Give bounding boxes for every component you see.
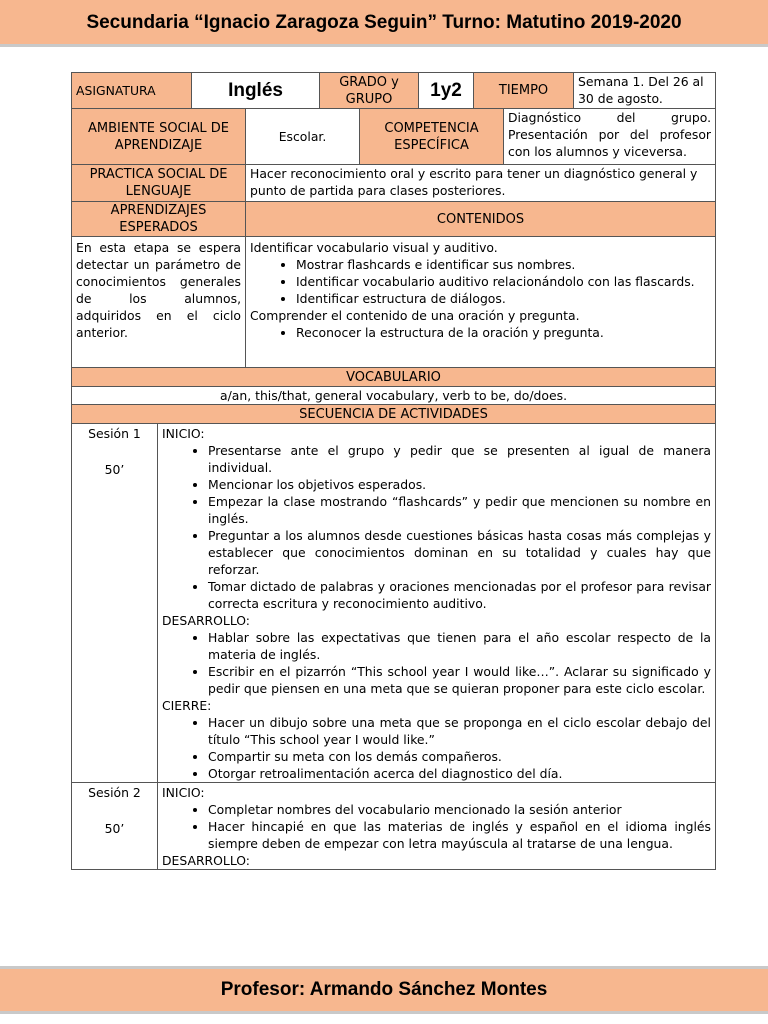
secuencia-label: SECUENCIA DE ACTIVIDADES bbox=[72, 405, 716, 424]
list-item: • Escribir en el pizarrón “This school year I would like…”. Aclarar su significado y pedir que piensen en una meta que se quieran proponer para este ciclo escolar. bbox=[208, 663, 711, 697]
list-item: • Otorgar retroalimentación acerca del diagnostico del día. bbox=[208, 765, 711, 782]
grado-value: 1y2 bbox=[419, 73, 474, 109]
teacher-name: Profesor: Armando Sánchez Montes bbox=[220, 979, 548, 1000]
inicio-list bbox=[162, 442, 711, 612]
row-secuencia-label bbox=[72, 405, 716, 424]
desarrollo-list bbox=[162, 629, 711, 697]
document-title: Secundaria “Ignacio Zaragoza Seguin” Turno: Matutino 2019-2020 bbox=[86, 12, 682, 33]
cierre-list bbox=[162, 714, 711, 782]
row-asignatura bbox=[72, 73, 716, 109]
competencia-label: COMPETENCIA ESPECÍFICA bbox=[360, 109, 504, 165]
vocabulario-value: a/an, this/that, general vocabulary, verb to be, do/does. bbox=[72, 387, 716, 405]
grado-label: GRADO y GRUPO bbox=[320, 73, 419, 109]
contenidos-list-1 bbox=[250, 256, 711, 307]
header-banner bbox=[0, 0, 768, 47]
sesion-1-activities bbox=[158, 424, 716, 783]
competencia-value: Diagnóstico del grupo. Presentación por del profesor con los alumnos y viceversa. bbox=[504, 109, 716, 165]
row-vocabulario-value bbox=[72, 387, 716, 405]
footer-banner bbox=[0, 966, 768, 1014]
aprendizajes-value: En esta etapa se espera detectar un parámetro de conocimientos generales de los alumnos, adquiridos en el ciclo anterior. bbox=[72, 237, 246, 368]
row-practica bbox=[72, 165, 716, 202]
aprendizajes-label: APRENDIZAJES ESPERADOS bbox=[72, 202, 246, 237]
ambiente-value: Escolar. bbox=[246, 109, 360, 165]
row-ambiente bbox=[72, 109, 716, 165]
list-item: • Hacer un dibujo sobre una meta que se proponga en el ciclo escolar debajo del título “This school year I would like.” bbox=[208, 714, 711, 748]
list-item: • Mostrar flashcards e identificar sus nombres. bbox=[296, 256, 711, 273]
row-sesion-2 bbox=[72, 783, 716, 870]
contenidos-label: CONTENIDOS bbox=[246, 202, 716, 237]
row-headings bbox=[72, 202, 716, 237]
asignatura-label: ASIGNATURA bbox=[72, 73, 192, 109]
block-title: INICIO: bbox=[162, 426, 205, 441]
list-item: • Hacer hincapié en que las materias de inglés y español en el idioma inglés siempre deben de empezar con letra mayúscula al tratarse de una lengua. bbox=[208, 818, 711, 852]
sesion-duration: 50’ bbox=[104, 462, 125, 477]
contenidos-heading-2: Comprender el contenido de una oración y pregunta. bbox=[250, 308, 580, 323]
sesion-duration: 50’ bbox=[104, 821, 125, 836]
ambiente-label: AMBIENTE SOCIAL DE APRENDIZAJE bbox=[72, 109, 246, 165]
sesion-name: Sesión 2 bbox=[88, 785, 141, 800]
sesion-1-cell bbox=[72, 424, 158, 783]
practica-label: PRACTICA SOCIAL DE LENGUAJE bbox=[72, 165, 246, 202]
list-item: • Completar nombres del vocabulario mencionado la sesión anterior bbox=[208, 801, 711, 818]
tiempo-value: Semana 1. Del 26 al 30 de agosto. bbox=[574, 73, 716, 109]
list-item: • Identificar estructura de diálogos. bbox=[296, 290, 711, 307]
block-title: CIERRE: bbox=[162, 698, 212, 713]
row-sesion-1 bbox=[72, 424, 716, 783]
row-contenidos bbox=[72, 237, 716, 368]
sesion-2-cell bbox=[72, 783, 158, 870]
block-title: INICIO: bbox=[162, 785, 205, 800]
lesson-plan bbox=[71, 72, 715, 870]
list-item: • Hablar sobre las expectativas que tienen para el año escolar respecto de la materia de inglés. bbox=[208, 629, 711, 663]
list-item: • Tomar dictado de palabras y oraciones mencionadas por el profesor para revisar correcta escritura y reconocimiento auditivo. bbox=[208, 578, 711, 612]
plan-table bbox=[71, 72, 716, 870]
contenidos-heading-1: Identificar vocabulario visual y auditivo. bbox=[250, 240, 498, 255]
tiempo-label: TIEMPO bbox=[474, 73, 574, 109]
list-item: • Compartir su meta con los demás compañeros. bbox=[208, 748, 711, 765]
contenidos-cell bbox=[246, 237, 716, 368]
block-title: DESARROLLO: bbox=[162, 853, 250, 868]
practica-value: Hacer reconocimiento oral y escrito para tener un diagnóstico general y punto de partida para clases posteriores. bbox=[246, 165, 716, 202]
list-item: • Preguntar a los alumnos desde cuestiones básicas hasta cosas más complejas y establecer que conocimientos dominan en su totalidad y cuales hay que reforzar. bbox=[208, 527, 711, 578]
block-title: DESARROLLO: bbox=[162, 613, 250, 628]
list-item: • Empezar la clase mostrando “flashcards” y pedir que mencionen su nombre en inglés. bbox=[208, 493, 711, 527]
contenidos-list-2 bbox=[250, 324, 711, 341]
list-item: • Mencionar los objetivos esperados. bbox=[208, 476, 711, 493]
list-item: • Reconocer la estructura de la oración y pregunta. bbox=[296, 324, 711, 341]
sesion-name: Sesión 1 bbox=[88, 426, 141, 441]
list-item: • Presentarse ante el grupo y pedir que se presenten al igual de manera individual. bbox=[208, 442, 711, 476]
list-item: • Identificar vocabulario auditivo relacionándolo con las flascards. bbox=[296, 273, 711, 290]
row-vocabulario-label bbox=[72, 368, 716, 387]
vocabulario-label: VOCABULARIO bbox=[72, 368, 716, 387]
inicio-list bbox=[162, 801, 711, 852]
sesion-2-activities bbox=[158, 783, 716, 870]
asignatura-value: Inglés bbox=[192, 73, 320, 109]
